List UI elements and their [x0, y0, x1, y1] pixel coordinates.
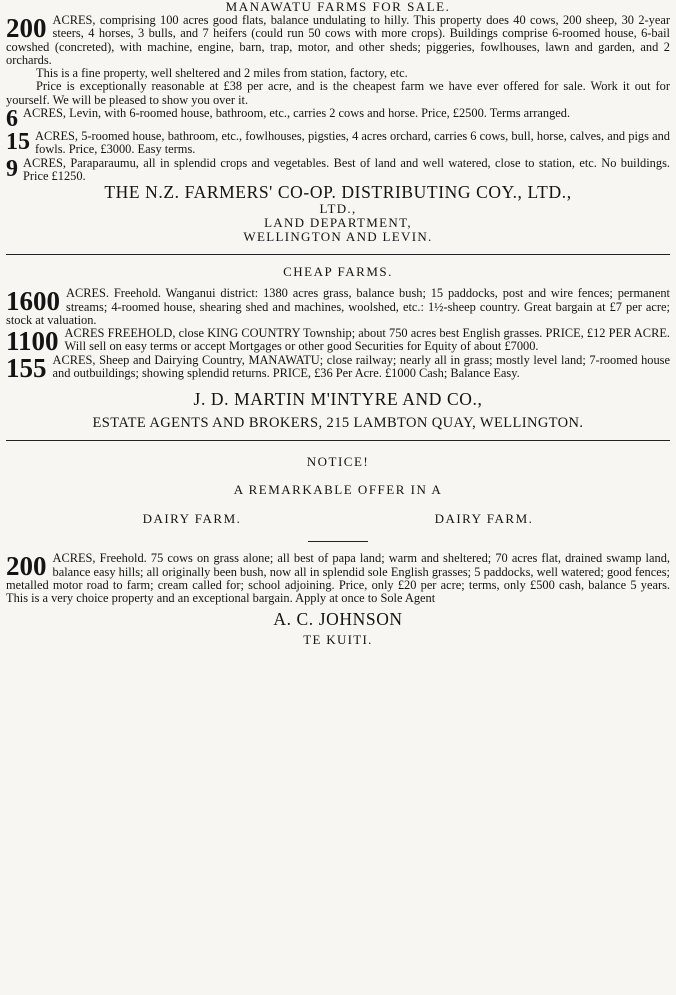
- listing-item: [6, 130, 670, 157]
- listing-text: ACRES FREEHOLD, close KING COUNTRY Township; about 750 acres best English grasses. PRICE, £12 PER ACRE. Will sell on easy terms or accept Mortgages or other good Securities for Equity of about £7000.: [64, 326, 670, 354]
- listing-acres: 6: [6, 106, 18, 133]
- firm-ltd: LTD.,: [319, 201, 357, 217]
- listing-item: [6, 354, 670, 381]
- listing-acres: 200: [6, 13, 47, 43]
- notice-advert: [6, 455, 670, 646]
- listing-text: ACRES, Paraparaumu, all in splendid crops and vegetables. Best of land and well watered, close to station, etc. No buildings. Price £1250.: [23, 155, 670, 183]
- firm-location: WELLINGTON AND LEVIN.: [243, 229, 433, 245]
- notice-heading: NOTICE!: [306, 454, 370, 470]
- listing-acres: 1100: [6, 326, 59, 357]
- firm-name: THE N.Z. FARMERS' CO-OP. DISTRIBUTING COY., LTD.,: [104, 182, 572, 203]
- listing-item: [6, 157, 670, 184]
- listing-item: [6, 326, 670, 357]
- cheap-farms-heading: CHEAP FARMS.: [283, 264, 393, 280]
- listing-item: [6, 287, 670, 327]
- listing-acres: 155: [6, 352, 47, 383]
- cheap-farms-advert: [6, 265, 670, 432]
- listing-item: [6, 552, 670, 605]
- listing-text: ACRES, Levin, with 6-roomed house, bathroom, etc., carries 2 cows and horse. Price, £2500. Terms arranged.: [23, 106, 571, 121]
- manawatu-heading: MANAWATU FARMS FOR SALE.: [225, 0, 451, 14]
- firm-name: J. D. MARTIN M'INTYRE AND CO.,: [193, 389, 483, 410]
- dairy-farm-right: DAIRY FARM.: [434, 511, 534, 527]
- dairy-farm-row: [6, 511, 670, 527]
- listing-text: ACRES, Freehold. 75 cows on grass alone; all best of papa land; warm and sheltered; 70 acres flat, drained swamp land, balance easy hills; all originally been bush, now all in splendid sole English grasses; 5 paddocks, well watered; good fences; metalled motor road to farm; cream called for; school adjoining. Price, only £20 per acre; terms, only £500 cash, balance 5 years. This is a very choice property and an exceptional bargain. Apply at once to Sole Agent: [6, 551, 670, 606]
- offer-line: A REMARKABLE OFFER IN A: [233, 482, 443, 498]
- firm-address: ESTATE AGENTS AND BROKERS, 215 LAMBTON QUAY, WELLINGTON.: [92, 415, 584, 432]
- listing-para: Price is exceptionally reasonable at £38 per acre, and is the cheapest farm we have ever offered for sale. Work it out for yourself. We will be pleased to show you over it.: [6, 79, 670, 107]
- firm-department: LAND DEPARTMENT,: [264, 215, 412, 231]
- listing-para: This is a fine property, well sheltered and 2 miles from station, factory, etc.: [36, 66, 408, 81]
- listing-text: ACRES, Sheep and Dairying Country, MANAWATU; close railway; nearly all in grass; mostly level land; 7-roomed house and outbuildings; showing splendid returns. PRICE, £36 Per Acre. £1000 Cash; Balance Easy.: [52, 352, 670, 381]
- main-listing: [6, 14, 670, 107]
- listing-acres: 15: [6, 129, 30, 156]
- listing-text: ACRES, comprising 100 acres good flats, balance undulating to hilly. This property does 40 cows, 200 sheep, 30 2-year steers, 4 horses, 3 bulls, and 7 heifers (could run 50 cows with more crops). Buildings comprise 6-roomed house, 6-bail cowshed (concreted), with machine, engine, barn, trap, motor, and other sheds; piggeries, fowlhouses, lawn and garden, and 2 orchards.: [6, 13, 670, 67]
- dairy-farm-left: DAIRY FARM.: [142, 511, 242, 527]
- agent-name: A. C. JOHNSON: [273, 608, 403, 629]
- listing-acres: 9: [6, 155, 18, 182]
- listing-text: ACRES. Freehold. Wanganui district: 1380 acres grass, balance bush; 15 paddocks, post and wire fences; permanent streams; 4-roomed house, shearing shed and machines, woolshed, etc.: 1½-sheep country. Great bargain at £7 per acre; stock at valuation.: [6, 286, 670, 327]
- listing-acres: 1600: [6, 286, 60, 317]
- listing-item: [6, 106, 670, 133]
- listing-acres: 200: [6, 551, 47, 582]
- listing-text: ACRES, 5-roomed house, bathroom, etc., fowlhouses, pigsties, 4 acres orchard, carries 6 cows, bull, horse, calves, and pigs and fowls. Price, £3000. Easy terms.: [35, 129, 670, 157]
- agent-town: TE KUITI.: [303, 631, 373, 647]
- manawatu-advert: [6, 0, 670, 244]
